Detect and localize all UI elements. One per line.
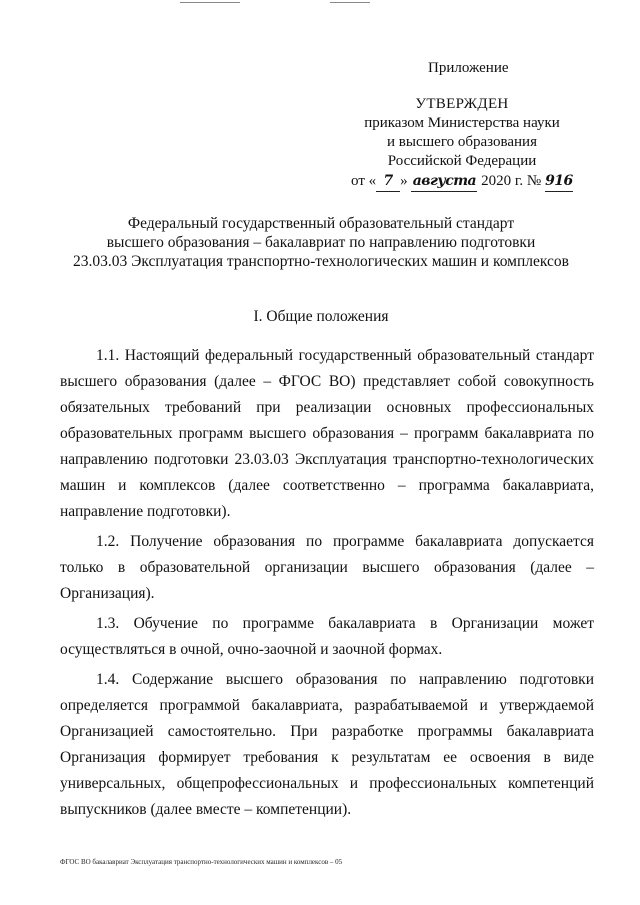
paragraph-1-4: 1.4. Содержание высшего образования по направлению подготовки определяется программой бакалавриата, разрабатываемой и утверждаемой Организацией самостоятельно. При разработке программы бакалавриата Организация формирует требования к результатам ее освоения в виде универсальных, общепрофессиональных и профессиональных компетенций выпускников (далее вместе – компетенции). bbox=[60, 671, 594, 818]
paragraph-1-1: 1.1. Настоящий федеральный государственный образовательный стандарт высшего образования (далее – ФГОС ВО) представляет собой совокупность обязательных требований при реализации основных профессиональных образовательных программ высшего образования – программ бакалавриата по направлению подготовки 23.03.03 Эксплуатация транспортно-технологических машин и комплексов (далее соответственно – программа бакалавриата, направление подготовки). bbox=[60, 347, 594, 520]
title-line-2: высшего образования – бакалавриат по направлению подготовки bbox=[106, 234, 536, 251]
order-mid: » bbox=[400, 173, 408, 189]
order-line bbox=[340, 172, 584, 192]
page-footer: ФГОС ВО бакалавриат Эксплуатация транспортно-технологических машин и комплексов – 05 bbox=[60, 858, 343, 866]
order-day: 7 bbox=[376, 172, 400, 192]
approved-line-1: приказом Министерства науки bbox=[364, 115, 560, 131]
approved-line-2: и высшего образования bbox=[387, 134, 537, 150]
order-prefix: от « bbox=[351, 173, 377, 189]
document-title bbox=[60, 214, 582, 271]
order-month: августа bbox=[411, 172, 477, 192]
approved-line-3: Российской Федерации bbox=[387, 153, 537, 169]
paragraph-1-2: 1.2. Получение образования по программе бакалавриата допускается только в образовательной организации высшего образования (далее – Организация). bbox=[60, 533, 594, 602]
approval-block bbox=[340, 95, 584, 192]
document-body bbox=[60, 343, 594, 827]
scan-artifact bbox=[330, 2, 370, 3]
order-year: 2020 г. № bbox=[481, 173, 542, 189]
paragraph-1-3: 1.3. Обучение по программе бакалавриата в Организации может осуществляться в очной, очно-заочной и заочной формах. bbox=[60, 615, 594, 658]
title-line-1: Федеральный государственный образовательный стандарт bbox=[127, 215, 515, 232]
appendix-label: Приложение bbox=[428, 60, 509, 76]
scan-artifact bbox=[180, 2, 240, 3]
order-number: 916 bbox=[545, 172, 573, 192]
approved-title: УТВЕРЖДЕН bbox=[415, 96, 509, 112]
section-title: I. Общие положения bbox=[253, 308, 389, 325]
title-line-3: 23.03.03 Эксплуатация транспортно-технологических машин и комплексов bbox=[73, 253, 569, 270]
